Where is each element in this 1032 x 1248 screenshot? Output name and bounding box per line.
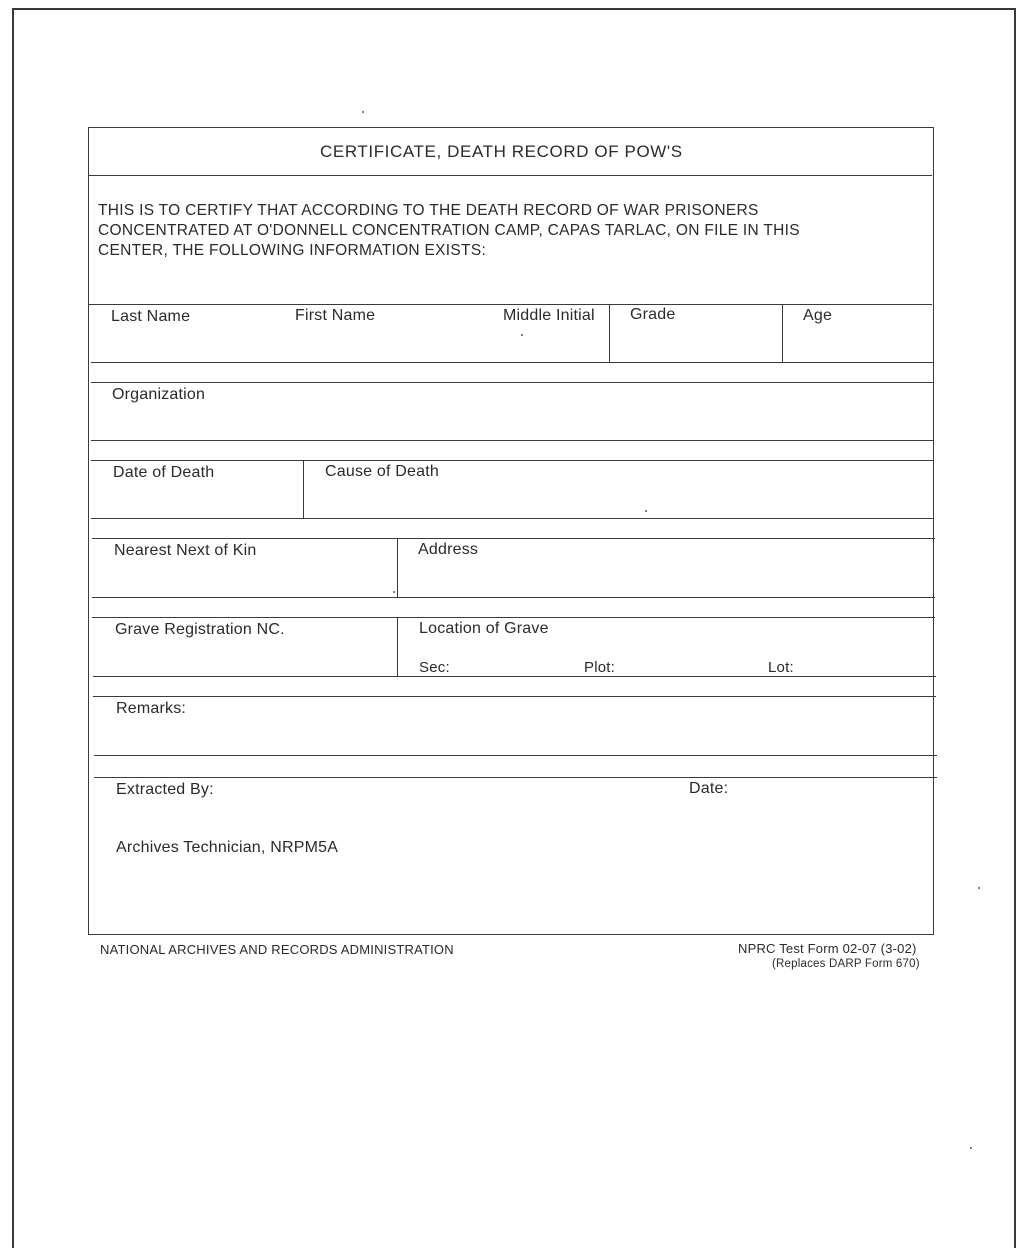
grade-label: Grade [630,306,676,323]
title-divider [89,175,932,176]
replaces-note: (Replaces DARP Form 670) [772,958,920,970]
col-divider [397,538,398,597]
next-of-kin-label: Nearest Next of Kin [114,542,257,559]
scan-speck [393,591,395,593]
grave-registration-label: Grave Registration NC. [115,621,285,638]
form-title: CERTIFICATE, DEATH RECORD OF POW'S [320,142,683,161]
age-label: Age [803,307,833,324]
death-certificate-form [88,127,934,935]
col-divider [609,304,610,362]
row-divider [91,362,934,363]
middle-initial-label: Middle Initial [503,307,595,324]
scan-speck [362,111,364,113]
col-divider [397,617,398,676]
organization-label: Organization [112,386,206,403]
intro-line-2: CONCENTRATED AT O'DONNELL CONCENTRATION CAMP, CAPAS TARLAC, ON FILE IN THIS [98,222,800,239]
row-divider [89,304,932,305]
row-divider [92,617,935,618]
row-divider [94,777,937,778]
row-divider [91,382,934,383]
date-label: Date: [689,780,729,797]
date-of-death-label: Date of Death [113,464,215,481]
row-divider [92,597,935,598]
intro-line-3: CENTER, THE FOLLOWING INFORMATION EXISTS: [98,242,487,259]
first-name-label: First Name [295,307,376,324]
col-divider [782,304,783,362]
plot-label: Plot: [584,659,616,676]
scan-speck [645,510,647,512]
agency-name: NATIONAL ARCHIVES AND RECORDS ADMINISTRATION [100,942,454,957]
row-divider [91,440,934,441]
cause-of-death-label: Cause of Death [325,463,439,480]
intro-line-1: THIS IS TO CERTIFY THAT ACCORDING TO THE DEATH RECORD OF WAR PRISONERS [98,202,759,219]
last-name-label: Last Name [111,308,191,325]
remarks-label: Remarks: [116,700,187,717]
location-of-grave-label: Location of Grave [419,620,549,637]
scan-speck [970,1147,972,1149]
sec-label: Sec: [419,659,450,676]
lot-label: Lot: [768,659,794,676]
row-divider [92,538,935,539]
col-divider [303,460,304,518]
extracted-by-label: Extracted By: [116,781,214,798]
archives-technician-label: Archives Technician, NRPM5A [116,839,339,856]
form-number: NPRC Test Form 02-07 (3-02) [738,941,917,956]
address-label: Address [418,541,479,558]
row-divider [91,460,934,461]
scan-speck [521,334,523,336]
scan-speck [978,887,980,889]
row-divider [94,755,937,756]
row-divider [91,518,934,519]
row-divider [93,696,936,697]
row-divider [93,676,936,677]
